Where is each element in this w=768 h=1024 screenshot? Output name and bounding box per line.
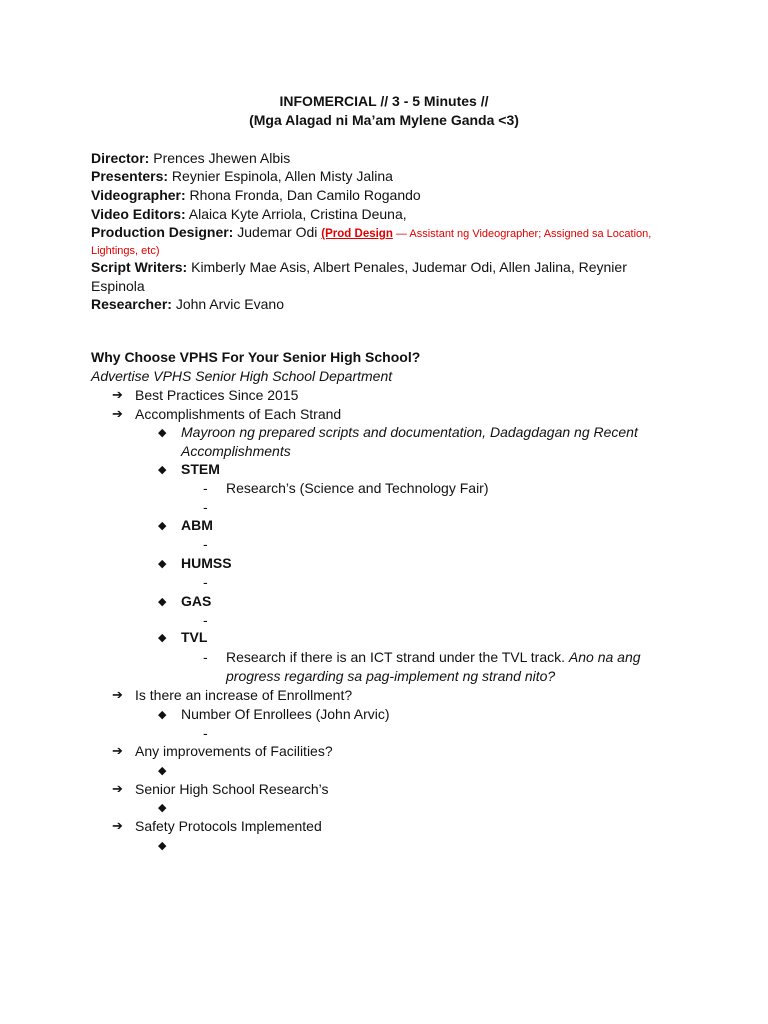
list-item-mayroon-continued: Accomplishments <box>181 443 291 459</box>
arrow-bullet-icon: ➔ <box>112 743 123 758</box>
list-item-accomplishments: Accomplishments of Each Strand <box>135 406 342 422</box>
credit-label: Videographer: <box>91 187 186 203</box>
prod-design-note-text: — Assistant ng Videographer; Assigned sa Location, <box>392 228 652 240</box>
prod-design-note-title: (Prod Design <box>321 228 393 240</box>
arrow-bullet-icon: ➔ <box>112 406 123 421</box>
strand-tvl: TVL <box>181 629 208 645</box>
arrow-bullet-icon: ➔ <box>112 387 123 402</box>
tvl-research-italic: Ano na ang <box>568 649 641 665</box>
arrow-bullet-icon: ➔ <box>112 781 123 796</box>
list-item-research: Senior High School Research’s <box>135 781 329 797</box>
prod-design-note-continued: Lightings, etc) <box>91 245 160 257</box>
credit-videographer <box>91 186 671 205</box>
diamond-bullet-icon: ◆ <box>158 427 167 439</box>
credit-production-designer <box>91 223 671 244</box>
list-item-safety: Safety Protocols Implemented <box>135 818 322 834</box>
diamond-bullet-icon: ◆ <box>158 802 167 814</box>
dash-bullet-icon: - <box>203 480 208 496</box>
strand-humss: HUMSS <box>181 555 232 571</box>
credit-script-writers <box>91 258 671 277</box>
credit-director <box>91 149 671 168</box>
credit-value: Reynier Espinola, Allen Misty Jalina <box>168 168 393 184</box>
strand-abm: ABM <box>181 517 213 533</box>
document-title: INFOMERCIAL // 3 - 5 Minutes // <box>279 93 489 109</box>
credit-presenters <box>91 167 671 186</box>
credit-value: Prences Jhewen Albis <box>149 150 291 166</box>
credit-video-editors <box>91 205 671 224</box>
dash-bullet-icon: - <box>203 574 208 590</box>
diamond-bullet-icon: ◆ <box>158 596 167 608</box>
credit-label: Video Editors: <box>91 206 186 222</box>
stem-research: Research’s (Science and Technology Fair) <box>226 480 489 496</box>
diamond-bullet-icon: ◆ <box>158 840 167 852</box>
credit-label: Script Writers: <box>91 259 188 275</box>
dash-bullet-icon: - <box>203 499 208 515</box>
credit-value: John Arvic Evano <box>171 296 284 312</box>
credit-value: Judemar Odi <box>233 224 322 240</box>
list-item-enrollment: Is there an increase of Enrollment? <box>135 687 353 703</box>
tvl-research-continued: progress regarding sa pag-implement ng strand nito? <box>226 668 556 684</box>
arrow-bullet-icon: ➔ <box>112 687 123 702</box>
dash-bullet-icon: - <box>203 536 208 552</box>
dash-bullet-icon: - <box>203 612 208 628</box>
dash-bullet-icon: - <box>203 725 208 741</box>
credit-label: Presenters: <box>91 168 169 184</box>
section-subheading: Advertise VPHS Senior High School Department <box>91 368 393 384</box>
dash-bullet-icon: - <box>203 649 208 665</box>
list-item-facilities: Any improvements of Facilities? <box>135 743 333 759</box>
diamond-bullet-icon: ◆ <box>158 558 167 570</box>
list-item-best-practices: Best Practices Since 2015 <box>135 387 299 403</box>
document-subtitle: (Mga Alagad ni Ma’am Mylene Ganda <3) <box>249 112 519 128</box>
tvl-research <box>226 648 666 667</box>
strand-gas: GAS <box>181 593 212 609</box>
credit-value: Rhona Fronda, Dan Camilo Rogando <box>185 187 421 203</box>
arrow-bullet-icon: ➔ <box>112 818 123 833</box>
credit-researcher <box>91 295 671 314</box>
diamond-bullet-icon: ◆ <box>158 765 167 777</box>
diamond-bullet-icon: ◆ <box>158 709 167 721</box>
strand-stem: STEM <box>181 461 220 477</box>
credit-label: Researcher: <box>91 296 172 312</box>
list-item-mayroon: Mayroon ng prepared scripts and documentation, Dadagdagan ng Recent <box>181 424 638 440</box>
diamond-bullet-icon: ◆ <box>158 520 167 532</box>
list-item-enrollees: Number Of Enrollees (John Arvic) <box>181 706 390 722</box>
credit-value: Alaica Kyte Arriola, Cristina Deuna, <box>185 206 407 222</box>
diamond-bullet-icon: ◆ <box>158 632 167 644</box>
credit-label: Production Designer: <box>91 224 234 240</box>
section-heading: Why Choose VPHS For Your Senior High School? <box>91 349 421 365</box>
credit-value: Kimberly Mae Asis, Albert Penales, Judemar Odi, Allen Jalina, Reynier <box>187 259 627 275</box>
tvl-research-text: Research if there is an ICT strand under the TVL track. <box>226 649 569 665</box>
credit-script-writers-continued: Espinola <box>91 278 145 294</box>
diamond-bullet-icon: ◆ <box>158 464 167 476</box>
credit-label: Director: <box>91 150 150 166</box>
